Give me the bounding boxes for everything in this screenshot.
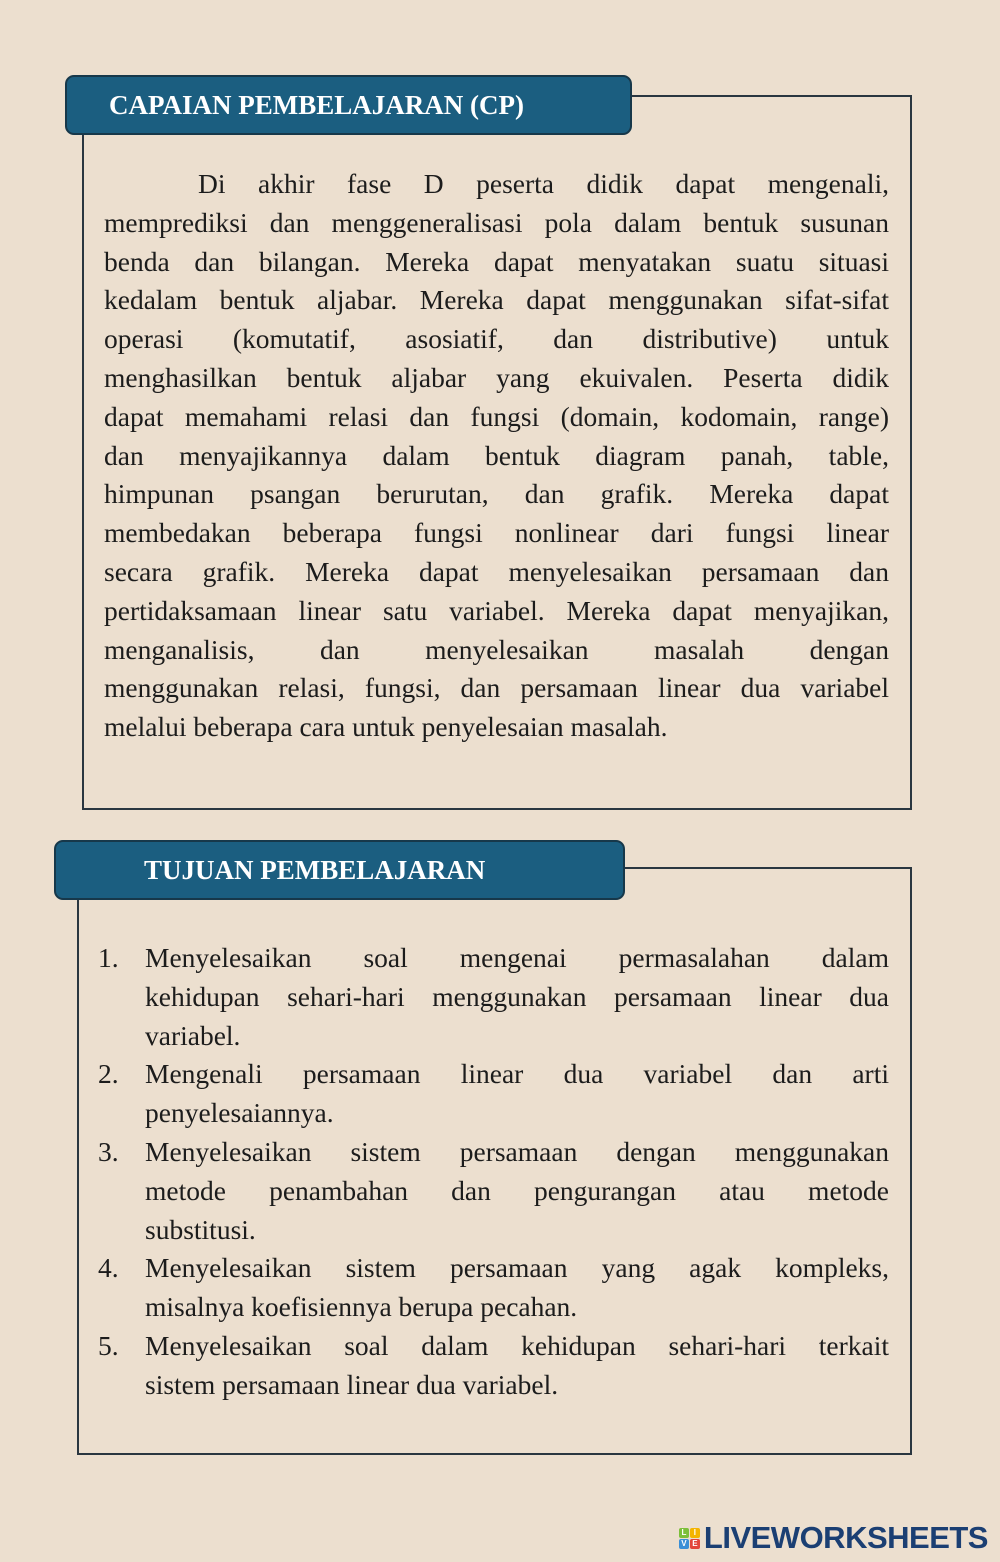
cp-line: secara grafik. Mereka dapat menyelesaikan persamaan dan bbox=[104, 555, 889, 587]
list-item bbox=[98, 1133, 889, 1249]
list-line: Menyelesaikan sistem persamaan yang agak kompleks, bbox=[145, 1252, 889, 1284]
cp-title: CAPAIAN PEMBELAJARAN (CP) bbox=[109, 89, 524, 120]
tp-list bbox=[98, 939, 889, 1405]
cp-line: pertidaksamaan linear satu variabel. Mereka dapat menyajikan, bbox=[104, 594, 889, 626]
list-text bbox=[145, 1249, 889, 1327]
list-text bbox=[145, 1133, 889, 1249]
cp-line: benda dan bilangan. Mereka dapat menyatakan suatu situasi bbox=[104, 245, 889, 277]
list-line: Menyelesaikan sistem persamaan dengan menggunakan bbox=[145, 1135, 889, 1167]
liveworksheets-logo bbox=[679, 1520, 988, 1556]
list-line: Menyelesaikan soal dalam kehidupan sehari-hari terkait bbox=[145, 1329, 889, 1361]
cp-line: dapat memahami relasi dan fungsi (domain, kodomain, range) bbox=[104, 400, 889, 432]
cp-line: memprediksi dan menggeneralisasi pola dalam bentuk susunan bbox=[104, 206, 889, 238]
list-number: 2. bbox=[98, 1058, 119, 1090]
cp-paragraph bbox=[104, 165, 889, 747]
cp-line: kedalam bentuk aljabar. Mereka dapat menggunakan sifat-sifat bbox=[104, 284, 889, 316]
cp-line: himpunan psangan berurutan, dan grafik. Mereka dapat bbox=[104, 478, 889, 510]
list-number: 1. bbox=[98, 942, 119, 973]
cp-line: menghasilkan bentuk aljabar yang ekuivalen. Peserta didik bbox=[104, 361, 889, 393]
list-text bbox=[145, 1055, 889, 1133]
list-item bbox=[98, 939, 889, 1055]
list-item bbox=[98, 1327, 889, 1405]
list-text bbox=[145, 939, 889, 1055]
list-number: 4. bbox=[98, 1252, 119, 1284]
list-line: sistem persamaan linear dua variabel. bbox=[145, 1368, 559, 1400]
list-text bbox=[145, 1327, 889, 1405]
list-item bbox=[98, 1055, 889, 1133]
tp-header bbox=[54, 840, 625, 900]
cp-line: menganalisis, dan menyelesaikan masalah dengan bbox=[104, 633, 889, 665]
cp-line: operasi (komutatif, asosiatif, dan distributive) untuk bbox=[104, 323, 889, 355]
list-number: 5. bbox=[98, 1329, 119, 1361]
list-line: penyelesaiannya. bbox=[145, 1097, 334, 1129]
logo-text: LIVEWORKSHEETS bbox=[703, 1520, 988, 1555]
cp-line: menggunakan relasi, fungsi, dan persamaan linear dua variabel bbox=[104, 672, 889, 704]
list-number: 3. bbox=[98, 1135, 119, 1167]
list-line: Mengenali persamaan linear dua variabel dan arti bbox=[145, 1058, 889, 1090]
cp-line: melalui beberapa cara untuk penyelesaian masalah. bbox=[104, 711, 668, 743]
tp-title: TUJUAN PEMBELAJARAN bbox=[144, 854, 486, 885]
list-line: substitusi. bbox=[145, 1213, 256, 1245]
list-item bbox=[98, 1249, 889, 1327]
list-line: variabel. bbox=[145, 1019, 241, 1051]
cp-line: membedakan beberapa fungsi nonlinear dari fungsi linear bbox=[104, 517, 889, 549]
list-line: metode penambahan dan pengurangan atau metode bbox=[145, 1174, 889, 1206]
list-line: misalnya koefisiennya berupa pecahan. bbox=[145, 1291, 578, 1323]
cp-line: dan menyajikannya dalam bentuk diagram panah, table, bbox=[104, 439, 889, 471]
list-line: Menyelesaikan soal mengenai permasalahan dalam bbox=[145, 942, 889, 973]
logo-cubes-icon: L I V E bbox=[679, 1528, 700, 1549]
cp-line: Di akhir fase D peserta didik dapat mengenali, bbox=[198, 168, 889, 199]
list-line: kehidupan sehari-hari menggunakan persamaan linear dua bbox=[145, 980, 889, 1012]
cp-header bbox=[65, 75, 632, 135]
